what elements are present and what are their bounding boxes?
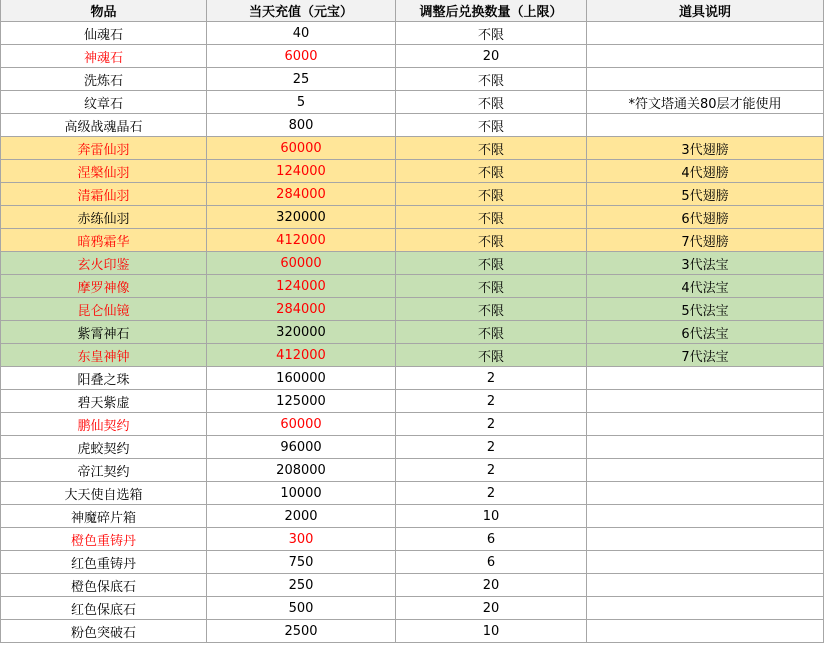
recharge-cell: 60000 — [207, 413, 396, 436]
table-body — [1, 22, 824, 643]
note-cell: 6代翅膀 — [587, 206, 824, 229]
recharge-cell: 60000 — [207, 137, 396, 160]
table-row — [1, 91, 824, 114]
table-row — [1, 68, 824, 91]
limit-cell: 不限 — [396, 183, 587, 206]
table-row — [1, 229, 824, 252]
note-cell — [587, 551, 824, 574]
limit-cell: 6 — [396, 528, 587, 551]
recharge-cell: 160000 — [207, 367, 396, 390]
note-cell — [587, 114, 824, 137]
recharge-cell: 5 — [207, 91, 396, 114]
limit-cell: 不限 — [396, 252, 587, 275]
recharge-cell: 10000 — [207, 482, 396, 505]
item-name-cell: 昆仑仙镜 — [1, 298, 207, 321]
note-cell — [587, 68, 824, 91]
note-cell — [587, 390, 824, 413]
item-name-cell: 碧天紫虚 — [1, 390, 207, 413]
table-row — [1, 551, 824, 574]
recharge-cell: 6000 — [207, 45, 396, 68]
recharge-cell: 284000 — [207, 298, 396, 321]
item-name-cell: 涅槃仙羽 — [1, 160, 207, 183]
table-row — [1, 45, 824, 68]
recharge-cell: 25 — [207, 68, 396, 91]
note-cell: *符文塔通关80层才能使用 — [587, 91, 824, 114]
recharge-cell: 96000 — [207, 436, 396, 459]
note-cell — [587, 413, 824, 436]
table-row — [1, 505, 824, 528]
note-cell — [587, 505, 824, 528]
note-cell — [587, 597, 824, 620]
note-cell: 7代翅膀 — [587, 229, 824, 252]
recharge-cell: 250 — [207, 574, 396, 597]
limit-cell: 20 — [396, 574, 587, 597]
note-cell: 4代法宝 — [587, 275, 824, 298]
recharge-cell: 750 — [207, 551, 396, 574]
limit-cell: 不限 — [396, 229, 587, 252]
limit-cell: 2 — [396, 482, 587, 505]
recharge-cell: 40 — [207, 22, 396, 45]
limit-cell: 2 — [396, 390, 587, 413]
limit-cell: 不限 — [396, 22, 587, 45]
header-note: 道具说明 — [587, 0, 824, 22]
recharge-cell: 320000 — [207, 206, 396, 229]
recharge-cell: 2000 — [207, 505, 396, 528]
limit-cell: 2 — [396, 413, 587, 436]
limit-cell: 2 — [396, 367, 587, 390]
table-row — [1, 252, 824, 275]
item-name-cell: 橙色重铸丹 — [1, 528, 207, 551]
recharge-cell: 125000 — [207, 390, 396, 413]
item-name-cell: 赤练仙羽 — [1, 206, 207, 229]
table-row — [1, 413, 824, 436]
header-limit: 调整后兑换数量（上限） — [396, 0, 587, 22]
note-cell — [587, 45, 824, 68]
note-cell: 3代翅膀 — [587, 137, 824, 160]
table-row — [1, 183, 824, 206]
item-name-cell: 大天使自选箱 — [1, 482, 207, 505]
limit-cell: 6 — [396, 551, 587, 574]
recharge-cell: 800 — [207, 114, 396, 137]
item-name-cell: 东皇神钟 — [1, 344, 207, 367]
table-row — [1, 137, 824, 160]
table-row — [1, 620, 824, 643]
note-cell — [587, 436, 824, 459]
table-row — [1, 367, 824, 390]
table-row — [1, 597, 824, 620]
item-name-cell: 虎蛟契约 — [1, 436, 207, 459]
item-name-cell: 阳叠之珠 — [1, 367, 207, 390]
recharge-cell: 60000 — [207, 252, 396, 275]
limit-cell: 不限 — [396, 160, 587, 183]
limit-cell: 不限 — [396, 321, 587, 344]
recharge-cell: 500 — [207, 597, 396, 620]
table-row — [1, 436, 824, 459]
item-name-cell: 橙色保底石 — [1, 574, 207, 597]
limit-cell: 10 — [396, 505, 587, 528]
table-row — [1, 114, 824, 137]
note-cell: 3代法宝 — [587, 252, 824, 275]
note-cell — [587, 574, 824, 597]
table-row — [1, 206, 824, 229]
limit-cell: 不限 — [396, 114, 587, 137]
recharge-cell: 208000 — [207, 459, 396, 482]
note-cell: 7代法宝 — [587, 344, 824, 367]
recharge-cell: 412000 — [207, 344, 396, 367]
table-row — [1, 160, 824, 183]
note-cell — [587, 367, 824, 390]
note-cell — [587, 22, 824, 45]
table-header-row — [1, 0, 824, 22]
item-name-cell: 奔雷仙羽 — [1, 137, 207, 160]
item-name-cell: 玄火印鉴 — [1, 252, 207, 275]
table-row — [1, 390, 824, 413]
table-row — [1, 275, 824, 298]
table-row — [1, 482, 824, 505]
limit-cell: 2 — [396, 436, 587, 459]
limit-cell: 不限 — [396, 206, 587, 229]
note-cell — [587, 482, 824, 505]
limit-cell: 不限 — [396, 275, 587, 298]
limit-cell: 2 — [396, 459, 587, 482]
item-name-cell: 鹏仙契约 — [1, 413, 207, 436]
item-name-cell: 仙魂石 — [1, 22, 207, 45]
recharge-cell: 124000 — [207, 275, 396, 298]
note-cell: 4代翅膀 — [587, 160, 824, 183]
note-cell — [587, 528, 824, 551]
item-name-cell: 粉色突破石 — [1, 620, 207, 643]
item-name-cell: 紫霄神石 — [1, 321, 207, 344]
item-name-cell: 暗鸦霜华 — [1, 229, 207, 252]
item-name-cell: 高级战魂晶石 — [1, 114, 207, 137]
limit-cell: 不限 — [396, 344, 587, 367]
note-cell: 5代法宝 — [587, 298, 824, 321]
table-row — [1, 321, 824, 344]
item-name-cell: 红色保底石 — [1, 597, 207, 620]
table-row — [1, 459, 824, 482]
table-row — [1, 22, 824, 45]
limit-cell: 10 — [396, 620, 587, 643]
item-name-cell: 洗炼石 — [1, 68, 207, 91]
item-name-cell: 纹章石 — [1, 91, 207, 114]
table-row — [1, 574, 824, 597]
recharge-cell: 320000 — [207, 321, 396, 344]
limit-cell: 不限 — [396, 137, 587, 160]
note-cell: 6代法宝 — [587, 321, 824, 344]
recharge-cell: 124000 — [207, 160, 396, 183]
note-cell — [587, 620, 824, 643]
limit-cell: 20 — [396, 597, 587, 620]
recharge-cell: 300 — [207, 528, 396, 551]
header-item: 物品 — [1, 0, 207, 22]
item-name-cell: 摩罗神像 — [1, 275, 207, 298]
recharge-cell: 284000 — [207, 183, 396, 206]
limit-cell: 20 — [396, 45, 587, 68]
item-name-cell: 神魂石 — [1, 45, 207, 68]
recharge-cell: 2500 — [207, 620, 396, 643]
table-row — [1, 344, 824, 367]
note-cell: 5代翅膀 — [587, 183, 824, 206]
header-recharge: 当天充值（元宝） — [207, 0, 396, 22]
table-row — [1, 298, 824, 321]
note-cell — [587, 459, 824, 482]
limit-cell: 不限 — [396, 91, 587, 114]
recharge-cell: 412000 — [207, 229, 396, 252]
item-name-cell: 红色重铸丹 — [1, 551, 207, 574]
item-name-cell: 清霜仙羽 — [1, 183, 207, 206]
item-name-cell: 帝江契约 — [1, 459, 207, 482]
table-row — [1, 528, 824, 551]
limit-cell: 不限 — [396, 298, 587, 321]
limit-cell: 不限 — [396, 68, 587, 91]
item-name-cell: 神魔碎片箱 — [1, 505, 207, 528]
